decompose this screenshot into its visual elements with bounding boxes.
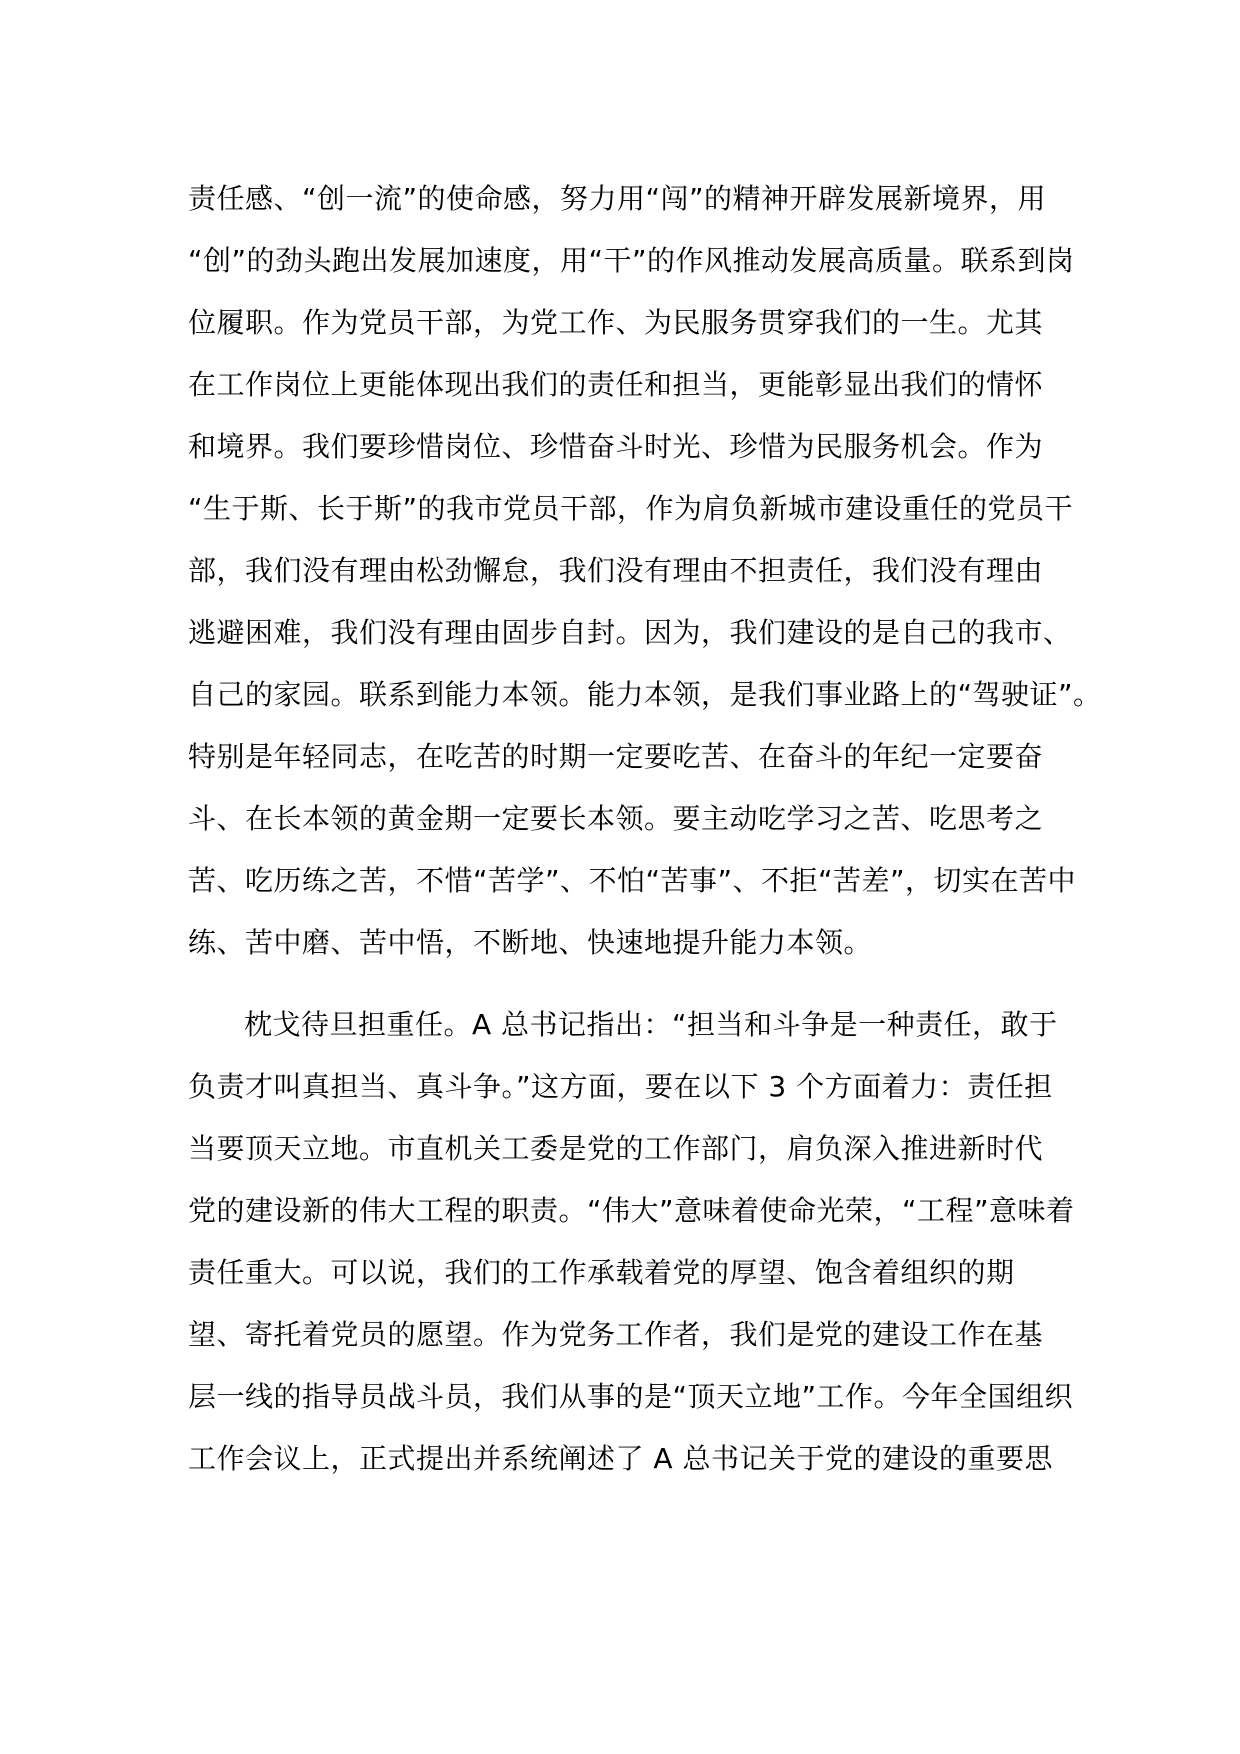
text-line: 层一线的指导员战斗员，我们从事的是“顶天立地”工作。今年全国组织 <box>188 1380 1074 1413</box>
text-line: 负责才叫真担当、真斗争。”这方面，要在以下 3 个方面着力：责任担 <box>188 1070 1053 1103</box>
text-line-first-indented: 枕戈待旦担重任。A 总书记指出：“担当和斗争是一种责任，敢于 <box>244 1008 1058 1041</box>
paragraph-spacer <box>188 974 1068 994</box>
text-line: “创”的劲头跑出发展加速度，用“干”的作风推动发展高质量。联系到岗 <box>188 244 1075 277</box>
paragraph-2 <box>188 994 1075 1490</box>
paragraph-1 <box>188 168 1102 974</box>
text-line: 当要顶天立地。市直机关工委是党的工作部门，肩负深入推进新时代 <box>188 1132 1044 1165</box>
text-line: 责任重大。可以说，我们的工作承载着党的厚望、饱含着组织的期 <box>188 1256 1015 1289</box>
text-line: “生于斯、长于斯”的我市党员干部，作为肩负新城市建设重任的党员干 <box>188 492 1074 525</box>
text-line: 党的建设新的伟大工程的职责。“伟大”意味着使命光荣，“工程”意味着 <box>188 1194 1075 1227</box>
text-line: 责任感、“创一流”的使命感，努力用“闯”的精神开辟发展新境界，用 <box>188 182 1047 215</box>
text-line: 在工作岗位上更能体现出我们的责任和担当，更能彰显出我们的情怀 <box>188 368 1044 401</box>
text-line: 苦、吃历练之苦，不惜“苦学”、不怕“苦事”、不拒“苦差”，切实在苦中 <box>188 864 1077 897</box>
text-line: 位履职。作为党员干部，为党工作、为民服务贯穿我们的一生。尤其 <box>188 306 1044 339</box>
text-line: 练、苦中磨、苦中悟，不断地、快速地提升能力本领。 <box>188 926 873 959</box>
document-body <box>188 168 1102 1490</box>
text-line: 和境界。我们要珍惜岗位、珍惜奋斗时光、珍惜为民服务机会。作为 <box>188 430 1044 463</box>
text-line: 部，我们没有理由松劲懈怠，我们没有理由不担责任，我们没有理由 <box>188 554 1044 587</box>
text-line: 逃避困难，我们没有理由固步自封。因为，我们建设的是自己的我市、 <box>188 616 1072 649</box>
text-line: 望、寄托着党员的愿望。作为党务工作者，我们是党的建设工作在基 <box>188 1318 1044 1351</box>
text-line: 工作会议上，正式提出并系统阐述了 A 总书记关于党的建设的重要思 <box>188 1442 1053 1475</box>
text-line: 斗、在长本领的黄金期一定要长本领。要主动吃学习之苦、吃思考之 <box>188 802 1044 835</box>
text-line: 自己的家园。联系到能力本领。能力本领，是我们事业路上的“驾驶证”。 <box>188 678 1102 711</box>
text-line: 特别是年轻同志，在吃苦的时期一定要吃苦、在奋斗的年纪一定要奋 <box>188 740 1044 773</box>
